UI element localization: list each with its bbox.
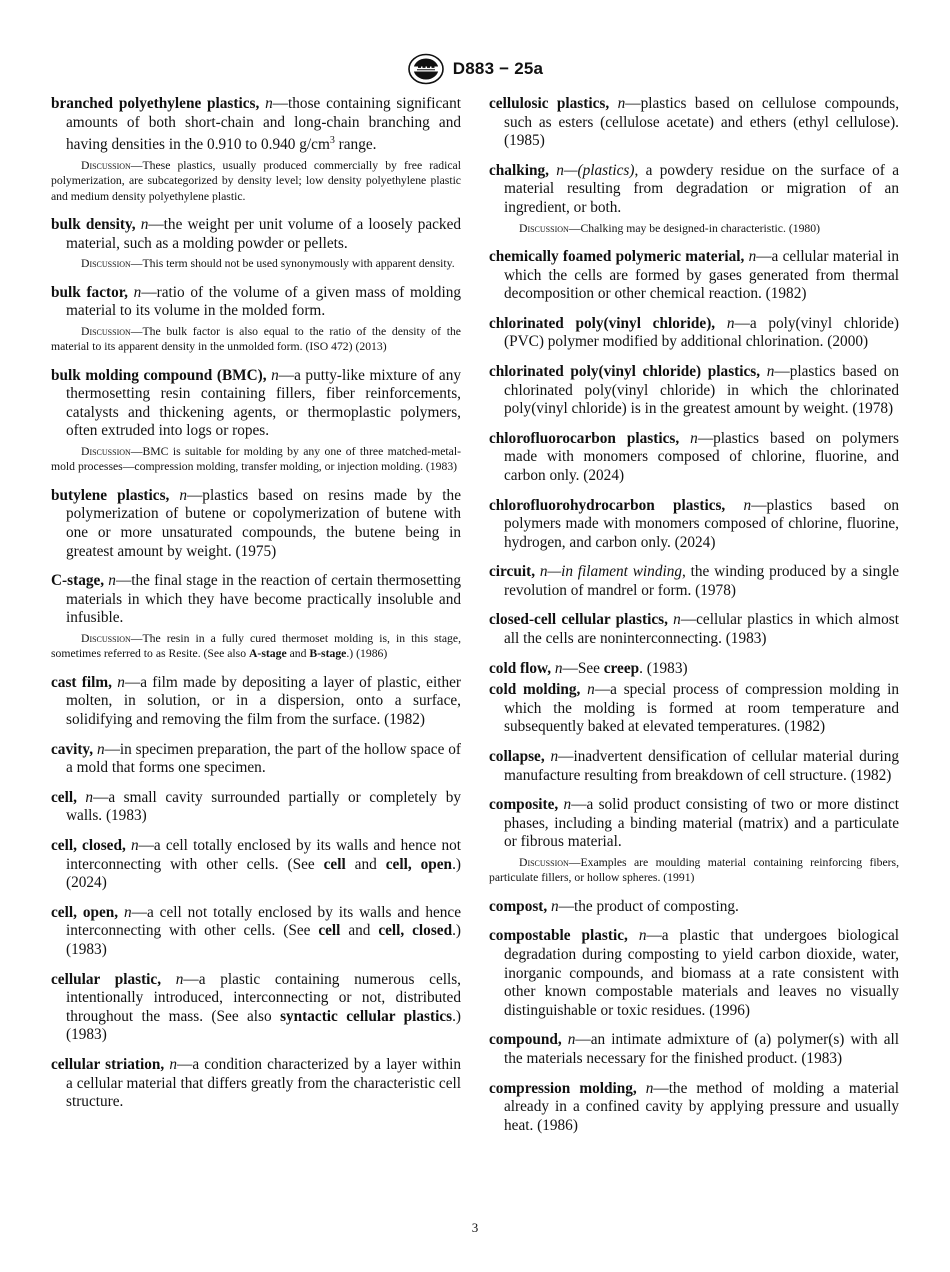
part-of-speech: n bbox=[175, 970, 184, 988]
definition: —a small cavity surrounded partially or completely by walls. (1983) bbox=[66, 788, 462, 825]
definition: —ratio of the volume of a given mass of molding material to its volume in the molded form. bbox=[66, 283, 462, 320]
entry-chlorinated-pvc bbox=[489, 315, 899, 352]
definition: —cellular plastics in which almost all the cells are noninterconnecting. (1983) bbox=[504, 611, 899, 648]
entry-cold-flow: cold flow, n—See creep. (1983) bbox=[489, 659, 688, 677]
term: cast film, bbox=[51, 673, 112, 691]
definition: —plastics based on polymers made with monomers composed of chlorine, fluorine, and carbon only. (2024) bbox=[504, 429, 899, 484]
definition: , the winding produced by a single revolution of mandrel or form. (1978) bbox=[504, 563, 900, 599]
entry-chlorinated-pvc-plastics bbox=[489, 363, 899, 419]
term: chlorofluorocarbon plastics, bbox=[489, 429, 680, 447]
cross-reference: cell, open bbox=[385, 855, 453, 873]
part-of-speech: n bbox=[124, 903, 132, 921]
definition: —a plastic that undergoes biological degradation during composting to yield carbon dioxide, water, inorganic compounds, and biomass at a rate consistent with other known compostable materials and leaves no visually distinguishable or toxic residues. (1996) bbox=[504, 927, 899, 1019]
entry-bulk-density bbox=[51, 216, 461, 253]
discussion-note: Discussion—These plastics, usually produced commercially by free radical polymerization, are subcategorized by density level; low density polyethylene plastic and medium density polyethylene plastic. bbox=[51, 158, 461, 203]
part-of-speech: n bbox=[567, 1031, 576, 1049]
left-column bbox=[51, 95, 461, 1123]
term: cold molding, bbox=[489, 681, 581, 699]
definition: —a special process of compression molding in which the molding is formed at room temperature and subsequently baked at elevated temperatures. (1982) bbox=[504, 681, 899, 736]
discussion-note: Discussion—Chalking may be designed-in characteristic. (1980) bbox=[519, 221, 820, 235]
cross-reference: cell bbox=[323, 855, 346, 873]
definition: those containing significant amounts of both short-chain and long-chain branching and having densities in the 0.910 to 0.940 g/cm bbox=[66, 95, 461, 154]
entry-cell-closed: cell, closed, n—a cell totally enclosed by its walls and hence not interconnecting with other cells. (See cell and cell, open.) (2024) bbox=[51, 837, 461, 892]
part-of-speech: n bbox=[271, 366, 279, 384]
entry-cold-molding bbox=[489, 681, 899, 737]
part-of-speech: n bbox=[85, 788, 94, 806]
definition: —plastics based on chlorinated poly(vinyl chloride) in which the chlorinated poly(vinyl chloride) is in the greatest amount by weight. (1978) bbox=[504, 362, 899, 418]
part-of-speech: n bbox=[554, 659, 563, 677]
superscript: 3 bbox=[329, 135, 335, 147]
entry-compression-molding bbox=[489, 1080, 899, 1136]
part-of-speech: n bbox=[140, 216, 149, 234]
entry-cellulosic-plastics bbox=[489, 95, 899, 151]
part-of-speech: n bbox=[130, 837, 139, 854]
entry-branched-polyethylene-plastics: branched polyethylene plastics, n—those containing significant amounts of both short-chain and long-chain branching and having densities in the 0.910 to 0.940 $g/cm^3$ range. bbox=[51, 95, 461, 154]
definition: —an intimate admixture of (a) polymer(s) with all the materials necessary for the finished product. (1983) bbox=[504, 1031, 899, 1067]
term: branched polyethylene plastics, bbox=[51, 95, 260, 112]
term: collapse, bbox=[489, 748, 545, 766]
entry-chemically-foamed-polymeric-material bbox=[489, 248, 899, 304]
definition: —a film made by depositing a layer of plastic, either molten, in solution, or in a dispersion, onto a surface, solidifying and removing the film from the surface. (1982) bbox=[66, 673, 461, 729]
entry-circuit bbox=[489, 563, 899, 600]
term: chemically foamed polymeric material, bbox=[489, 247, 745, 265]
part-of-speech: n bbox=[766, 362, 775, 380]
term: bulk molding compound (BMC), bbox=[51, 366, 267, 384]
definition: —plastics based on polymers made with monomers composed of chlorine, fluorine, hydrogen, and carbon only. (2024) bbox=[504, 496, 900, 551]
entry-collapse bbox=[489, 748, 899, 785]
definition-qualifier: —(plastics) bbox=[563, 161, 635, 179]
cross-reference: cell, closed bbox=[378, 922, 453, 940]
entry-cell-open: cell, open, n—a cell not totally enclosed by its walls and hence interconnecting with other cells. (See cell and cell, closed.) (1983) bbox=[51, 903, 461, 958]
part-of-speech: n bbox=[117, 673, 125, 691]
part-of-speech: n bbox=[587, 681, 595, 699]
term: cell, closed, bbox=[51, 837, 126, 854]
discussion-note: Discussion—BMC is suitable for molding by any one of three matched-metal-mold processes—compression molding, transfer molding, or injection molding. (1983) bbox=[51, 445, 461, 474]
definition: —plastics based on resins made by the polymerization of butene or copolymerization of butene with one or more unsaturated compounds, the butene being in greatest amount by weight. (1975) bbox=[66, 486, 461, 560]
definition: —a cellular material in which the cells are formed by gases generated from thermal decomposition or other chemical reaction. (1982) bbox=[504, 247, 899, 303]
part-of-speech: n bbox=[726, 314, 735, 332]
definition: —a plastic containing numerous cells, intentionally introduced, interconnecting or not, distributed throughout the mass. (See also bbox=[66, 970, 462, 1025]
definition-qualifier: —in filament winding bbox=[547, 563, 683, 581]
part-of-speech: n bbox=[179, 486, 187, 504]
discussion-note: Discussion—This term should not be used synonymously with apparent density. bbox=[81, 257, 455, 271]
part-of-speech: n bbox=[550, 748, 559, 766]
cross-reference: A-stage bbox=[248, 647, 287, 661]
definition: —a cell totally enclosed by its walls and hence not interconnecting with other cells. (See bbox=[66, 837, 461, 873]
definition: , a powdery residue on the surface of a material resulting from degradation or migration of an ingredient, or both. bbox=[504, 161, 899, 216]
term: compression molding, bbox=[489, 1079, 637, 1097]
term: cellulosic plastics, bbox=[489, 95, 610, 112]
part-of-speech: n bbox=[96, 740, 105, 758]
entry-cellular-plastic: cellular plastic, n—a plastic containing numerous cells, intentionally introduced, interconnecting or not, distributed throughout the mass. (See also syntactic cellular plastics.) (1983) bbox=[51, 970, 462, 1044]
cross-reference: cell bbox=[318, 922, 341, 940]
term: cell, bbox=[51, 788, 77, 806]
term: C-stage, bbox=[51, 572, 105, 590]
entry-bulk-molding-compound bbox=[51, 367, 461, 441]
entry-c-stage bbox=[51, 572, 461, 628]
term: chlorinated poly(vinyl chloride), bbox=[489, 314, 716, 332]
part-of-speech: n bbox=[551, 897, 559, 915]
part-of-speech: n bbox=[133, 283, 142, 301]
definition: —the final stage in the reaction of certain thermosetting materials in which they have become practically insoluble and infusible. bbox=[66, 572, 462, 627]
part-of-speech: n bbox=[563, 796, 572, 814]
definition: —a solid product consisting of two or more distinct phases, including a binding material (matrix) and a particulate or fibrous material. bbox=[504, 796, 899, 851]
entry-bulk-factor bbox=[51, 284, 461, 321]
entry-chlorofluorohydrocarbon-plastics bbox=[489, 497, 899, 553]
definition: —plastics based on cellulose compounds, such as esters (cellulose acetate) and ethers (ethyl cellulose). (1985) bbox=[504, 95, 900, 150]
part-of-speech: n bbox=[645, 1079, 654, 1097]
part-of-speech: n bbox=[673, 611, 681, 629]
definition: —the product of composting. bbox=[558, 897, 739, 915]
term: chlorofluorohydrocarbon plastics, bbox=[489, 496, 726, 514]
entry-cell bbox=[51, 789, 461, 826]
cross-reference: B-stage bbox=[309, 647, 347, 661]
right-column bbox=[489, 95, 899, 1146]
term: butylene plastics, bbox=[51, 486, 170, 504]
entry-compost bbox=[489, 898, 899, 917]
document-number: D883 − 25a bbox=[452, 59, 544, 78]
definition: —the weight per unit volume of a loosely packed material, such as a molding powder or pellets. bbox=[66, 216, 462, 252]
part-of-speech: n bbox=[556, 161, 564, 179]
part-of-speech: n bbox=[539, 563, 548, 581]
entry-chlorofluorocarbon-plastics bbox=[489, 430, 899, 486]
part-of-speech: n bbox=[617, 95, 626, 112]
term: cold flow, bbox=[489, 659, 552, 677]
entry-composite bbox=[489, 796, 899, 852]
part-of-speech: n bbox=[690, 429, 698, 447]
part-of-speech: n bbox=[638, 927, 647, 945]
astm-logo-icon bbox=[407, 53, 445, 85]
definition: —a poly(vinyl chloride) (PVC) polymer modified by additional chlorination. (2000) bbox=[504, 314, 900, 351]
entry-chalking bbox=[489, 162, 899, 218]
cross-reference: syntactic cellular plastics bbox=[280, 1007, 453, 1025]
cross-reference: creep bbox=[603, 659, 640, 677]
term: bulk density, bbox=[51, 216, 136, 234]
term: compost, bbox=[489, 897, 548, 915]
term: cavity, bbox=[51, 740, 94, 758]
term: cell, open, bbox=[51, 903, 119, 921]
entry-compostable-plastic bbox=[489, 927, 899, 1020]
entry-butylene-plastics bbox=[51, 487, 461, 561]
term: compound, bbox=[489, 1031, 562, 1049]
definition: —See bbox=[562, 659, 604, 677]
discussion-note: Discussion—Examples are moulding material containing reinforcing fibers, particulate fillers, or hollow spheres. (1991) bbox=[489, 856, 899, 885]
term: bulk factor, bbox=[51, 283, 128, 301]
part-of-speech: n bbox=[743, 496, 752, 514]
entry-cellular-striation bbox=[51, 1056, 461, 1112]
page-header bbox=[0, 52, 950, 86]
term: compostable plastic, bbox=[489, 927, 628, 945]
definition: —a condition characterized by a layer within a cellular material that differs greatly from the characteristic cell structure. bbox=[66, 1055, 462, 1111]
entry-compound bbox=[489, 1031, 899, 1068]
term: cellular striation, bbox=[51, 1055, 165, 1073]
term: chlorinated poly(vinyl chloride) plastics, bbox=[489, 362, 761, 380]
discussion-note: Discussion—The resin in a fully cured thermoset molding is, in this stage, sometimes referred to as Resite. (See also A-stage and B-stage.) (1986) bbox=[51, 632, 461, 661]
term: closed-cell cellular plastics, bbox=[489, 611, 668, 629]
definition: —a putty-like mixture of any thermosetting resin containing fillers, fiber reinforcements, catalysts and thickening agents, or thermoplastic polymers, often extruded into logs or ropes. bbox=[66, 366, 461, 440]
definition: —in specimen preparation, the part of the hollow space of a mold that forms one specimen. bbox=[66, 740, 461, 777]
definition: —a cell not totally enclosed by its walls and hence interconnecting with other cells. (See bbox=[66, 903, 461, 940]
definition: —the method of molding a material already in a confined cavity by applying pressure and usually heat. (1986) bbox=[504, 1079, 899, 1134]
term: circuit, bbox=[489, 563, 536, 581]
part-of-speech: n bbox=[748, 247, 757, 265]
entry-cast-film bbox=[51, 674, 461, 730]
part-of-speech: n bbox=[265, 95, 273, 112]
part-of-speech: n bbox=[108, 572, 116, 590]
part-of-speech: n bbox=[169, 1055, 178, 1073]
page-number: 3 bbox=[471, 1220, 479, 1235]
entry-cavity bbox=[51, 741, 461, 778]
entry-closed-cell-cellular-plastics bbox=[489, 611, 899, 648]
definition-tail: range. bbox=[338, 136, 377, 154]
term: chalking, bbox=[489, 161, 549, 179]
definition: —inadvertent densification of cellular material during manufacture resulting from breakdown of cell structure. (1982) bbox=[504, 748, 900, 784]
discussion-note: Discussion—The bulk factor is also equal to the ratio of the density of the material to its apparent density in the unmolded form. (ISO 472) (2013) bbox=[51, 324, 461, 354]
term: cellular plastic, bbox=[51, 970, 162, 988]
term: composite, bbox=[489, 796, 559, 814]
